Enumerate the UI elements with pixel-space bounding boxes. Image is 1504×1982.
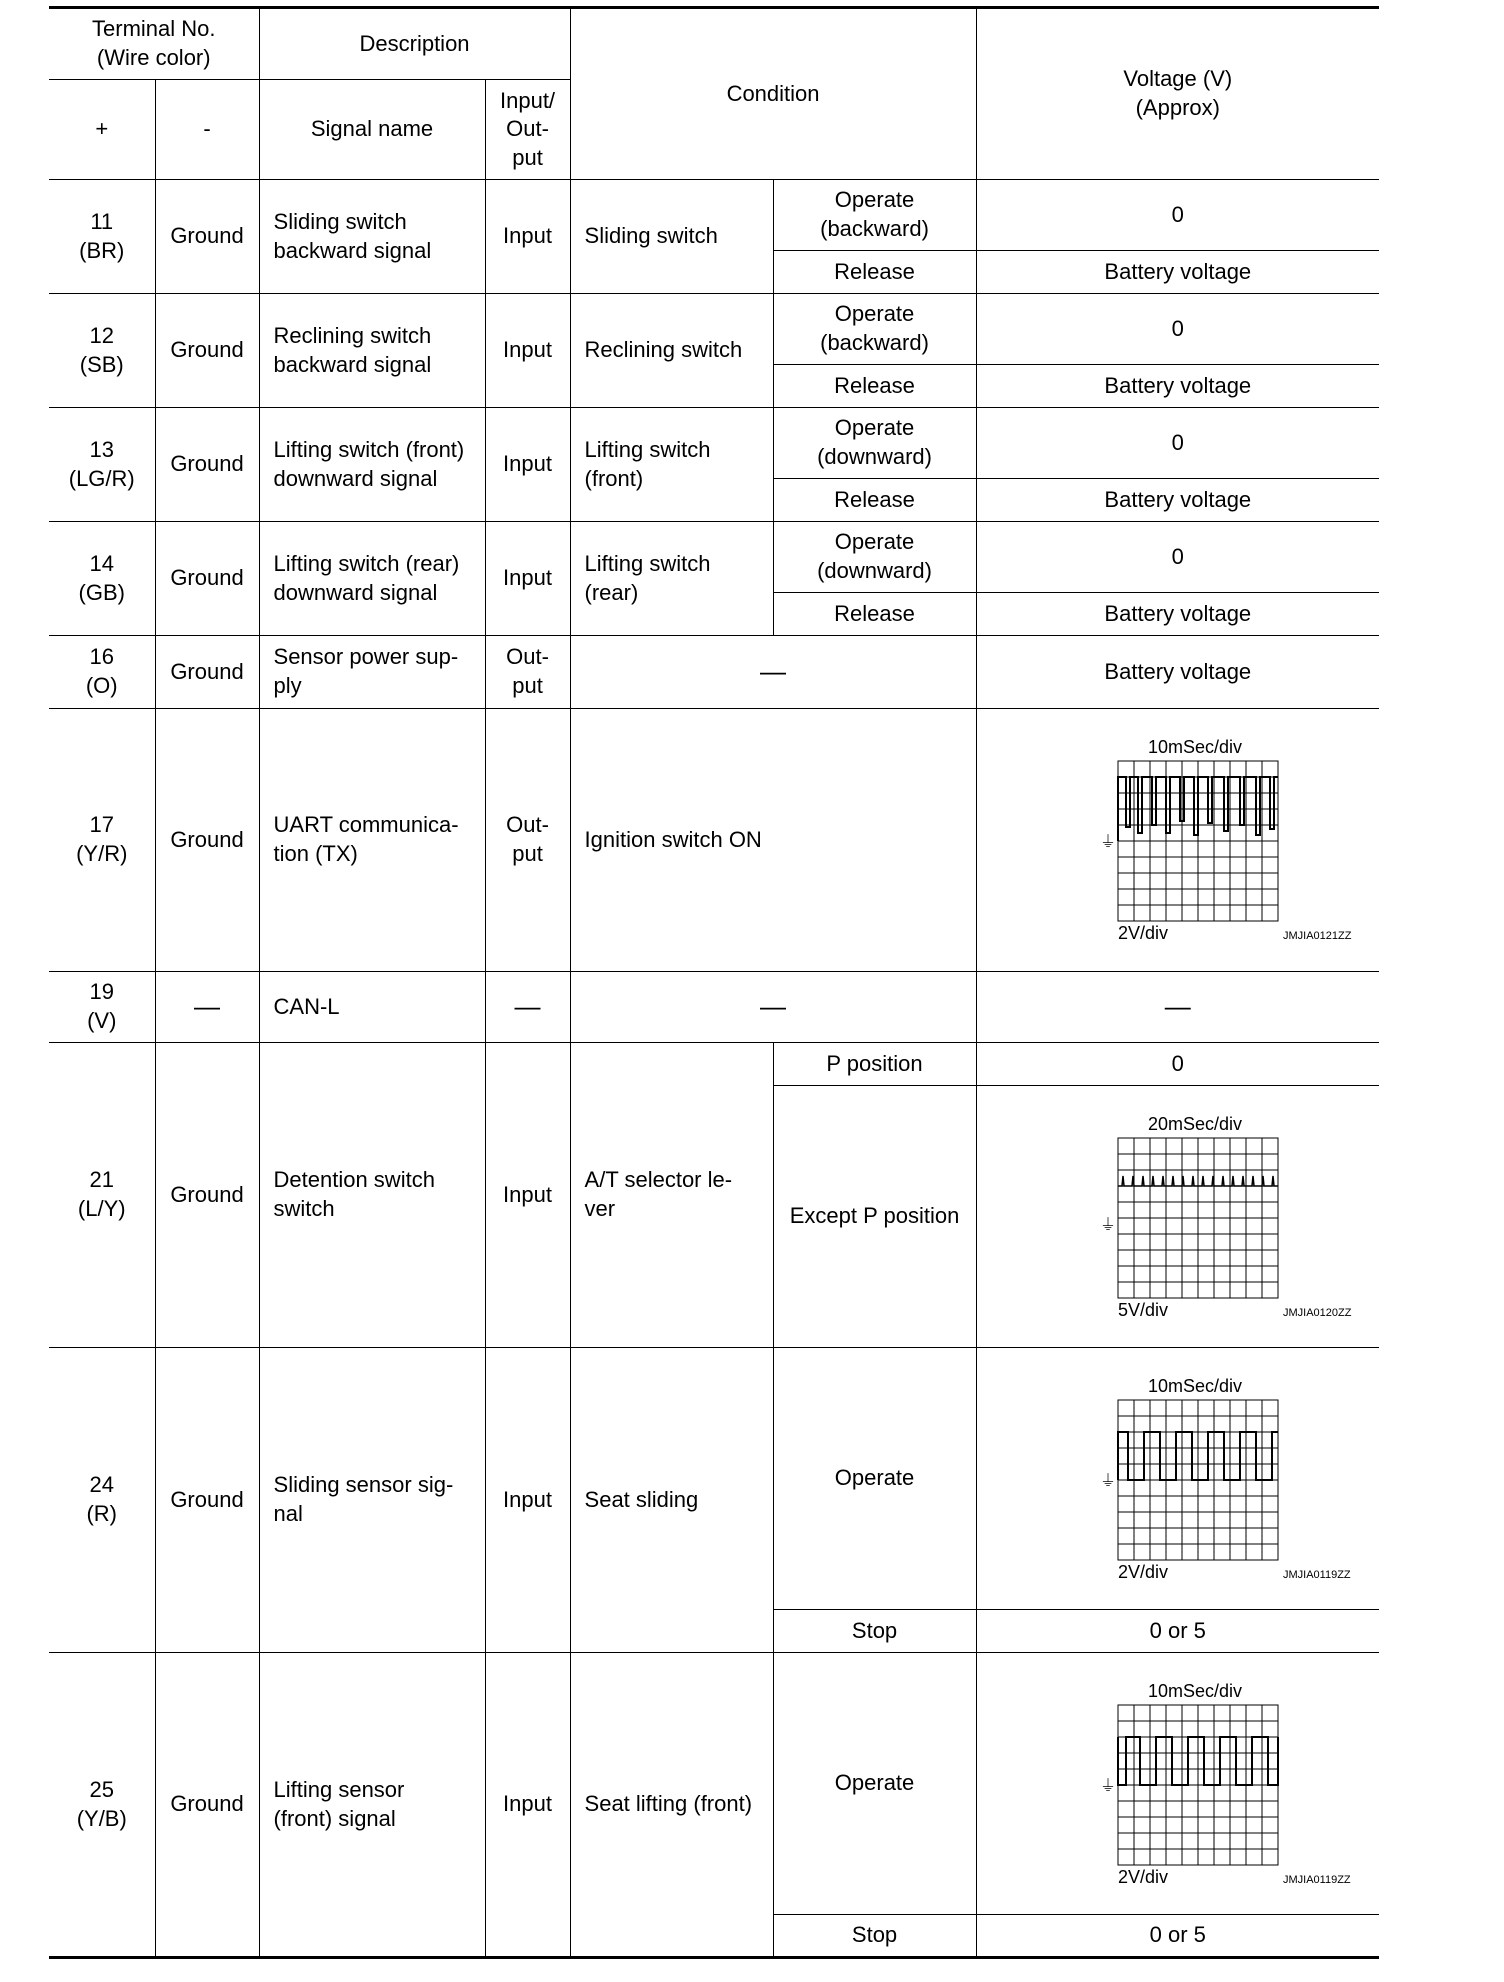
terminal-plus: 11 (BR) <box>49 180 155 294</box>
voltage-cell: — <box>976 972 1379 1043</box>
waveform-sliding-sensor <box>1018 1374 1351 1584</box>
table-row <box>49 1043 1379 1086</box>
voltage-waveform-cell <box>976 1653 1379 1915</box>
voltage-cell: 0 or 5 <box>976 1915 1379 1958</box>
io-cell: Input <box>485 180 570 294</box>
io-cell: Input <box>485 1043 570 1348</box>
condition-cell: Reclining switch <box>570 294 773 408</box>
waveform-lifting-sensor <box>1018 1679 1351 1889</box>
terminal-minus: Ground <box>155 408 259 522</box>
plus-header: + <box>49 80 155 180</box>
time-div-label: 10mSec/div <box>1147 1375 1242 1396</box>
minus-header: - <box>155 80 259 180</box>
signal-name: Sensor power sup- ply <box>259 636 485 709</box>
state-cell: Operate <box>773 1348 976 1610</box>
terminal-plus: 24 (R) <box>49 1348 155 1653</box>
signal-name-header: Signal name <box>259 80 485 180</box>
voltage-cell: Battery voltage <box>976 251 1379 294</box>
condition-cell: Sliding switch <box>570 180 773 294</box>
condition-cell: Lifting switch (front) <box>570 408 773 522</box>
terminal-table <box>49 6 1379 1959</box>
io-cell: Input <box>485 522 570 636</box>
io-cell: Input <box>485 1653 570 1958</box>
table-row <box>49 709 1379 972</box>
volt-div-label: 2V/div <box>1117 1866 1168 1887</box>
io-cell: Out- put <box>485 636 570 709</box>
io-cell: Out- put <box>485 709 570 972</box>
state-cell: Stop <box>773 1915 976 1958</box>
terminal-plus: 25 (Y/B) <box>49 1653 155 1958</box>
state-cell: Release <box>773 251 976 294</box>
state-cell: Except P position <box>773 1086 976 1348</box>
signal-name: Lifting switch (front) downward signal <box>259 408 485 522</box>
state-cell: Operate (downward) <box>773 522 976 593</box>
signal-name: Lifting switch (rear) downward signal <box>259 522 485 636</box>
state-cell: Release <box>773 479 976 522</box>
terminal-plus: 21 (L/Y) <box>49 1043 155 1348</box>
voltage-waveform-cell <box>976 709 1379 972</box>
terminal-plus: 19 (V) <box>49 972 155 1043</box>
terminal-minus: Ground <box>155 180 259 294</box>
ground-icon: ⏚ <box>1099 1777 1116 1795</box>
voltage-cell: Battery voltage <box>976 365 1379 408</box>
state-cell: Stop <box>773 1610 976 1653</box>
voltage-header: Voltage (V) (Approx) <box>976 8 1379 180</box>
voltage-cell: 0 <box>976 1043 1379 1086</box>
volt-div-label: 2V/div <box>1117 923 1168 943</box>
condition-cell: Ignition switch ON <box>570 709 976 972</box>
terminal-minus: Ground <box>155 709 259 972</box>
scope-grid <box>1118 1138 1278 1298</box>
signal-name: Sliding sensor sig- nal <box>259 1348 485 1653</box>
state-cell: P position <box>773 1043 976 1086</box>
waveform-detention <box>1018 1112 1352 1322</box>
table-row <box>49 1348 1379 1610</box>
voltage-cell: Battery voltage <box>976 636 1379 709</box>
io-cell: Input <box>485 294 570 408</box>
terminal-plus: 13 (LG/R) <box>49 408 155 522</box>
state-cell: Operate (backward) <box>773 294 976 365</box>
voltage-cell: Battery voltage <box>976 593 1379 636</box>
ground-icon: ⏚ <box>1099 1216 1116 1234</box>
signal-name: CAN-L <box>259 972 485 1043</box>
figure-id: JMJIA0121ZZ <box>1282 930 1352 942</box>
condition-cell: A/T selector le- ver <box>570 1043 773 1348</box>
terminal-minus: Ground <box>155 636 259 709</box>
voltage-cell: Battery voltage <box>976 479 1379 522</box>
terminal-minus: Ground <box>155 1348 259 1653</box>
time-div-label: 10mSec/div <box>1147 1680 1242 1701</box>
io-cell: — <box>485 972 570 1043</box>
condition-cell: Lifting switch (rear) <box>570 522 773 636</box>
condition-cell: Seat sliding <box>570 1348 773 1653</box>
state-cell: Operate <box>773 1653 976 1915</box>
terminal-minus: Ground <box>155 1653 259 1958</box>
condition-cell: Seat lifting (front) <box>570 1653 773 1958</box>
voltage-cell: 0 or 5 <box>976 1610 1379 1653</box>
table-row <box>49 180 1379 251</box>
condition-cell: — <box>570 636 976 709</box>
terminal-minus: Ground <box>155 1043 259 1348</box>
state-cell: Release <box>773 593 976 636</box>
condition-header: Condition <box>570 8 976 180</box>
terminal-no-header: Terminal No. (Wire color) <box>49 8 259 80</box>
terminal-plus: 17 (Y/R) <box>49 709 155 972</box>
figure-id: JMJIA0119ZZ <box>1282 1873 1351 1886</box>
volt-div-label: 2V/div <box>1117 1561 1168 1582</box>
io-header: Input/ Out- put <box>485 80 570 180</box>
signal-name: Sliding switch backward signal <box>259 180 485 294</box>
signal-name: UART communica- tion (TX) <box>259 709 485 972</box>
terminal-plus: 16 (O) <box>49 636 155 709</box>
terminal-plus: 14 (GB) <box>49 522 155 636</box>
io-cell: Input <box>485 1348 570 1653</box>
figure-id: JMJIA0120ZZ <box>1282 1306 1352 1319</box>
terminal-minus: Ground <box>155 294 259 408</box>
terminal-minus: Ground <box>155 522 259 636</box>
voltage-cell: 0 <box>976 408 1379 479</box>
table-row <box>49 294 1379 365</box>
table-row <box>49 408 1379 479</box>
state-cell: Release <box>773 365 976 408</box>
header-row-1 <box>49 8 1379 80</box>
time-div-label: 20mSec/div <box>1147 1113 1242 1134</box>
voltage-cell: 0 <box>976 294 1379 365</box>
table-row <box>49 972 1379 1043</box>
table-row <box>49 1653 1379 1915</box>
signal-name: Detention switch switch <box>259 1043 485 1348</box>
volt-div-label: 5V/div <box>1117 1299 1168 1320</box>
voltage-waveform-cell <box>976 1086 1379 1348</box>
state-cell: Operate (backward) <box>773 180 976 251</box>
table-row <box>49 636 1379 709</box>
description-header: Description <box>259 8 570 80</box>
time-div-label: 10mSec/div <box>1147 737 1242 757</box>
voltage-cell: 0 <box>976 180 1379 251</box>
voltage-cell: 0 <box>976 522 1379 593</box>
terminal-plus: 12 (SB) <box>49 294 155 408</box>
terminal-minus: — <box>155 972 259 1043</box>
io-cell: Input <box>485 408 570 522</box>
ground-icon: ⏚ <box>1099 834 1116 851</box>
signal-name: Lifting sensor (front) signal <box>259 1653 485 1958</box>
waveform-uart <box>1018 735 1352 945</box>
table-row <box>49 522 1379 593</box>
state-cell: Operate (downward) <box>773 408 976 479</box>
ground-icon: ⏚ <box>1099 1472 1116 1490</box>
condition-cell: — <box>570 972 976 1043</box>
voltage-waveform-cell <box>976 1348 1379 1610</box>
signal-name: Reclining switch backward signal <box>259 294 485 408</box>
figure-id: JMJIA0119ZZ <box>1282 1568 1351 1581</box>
